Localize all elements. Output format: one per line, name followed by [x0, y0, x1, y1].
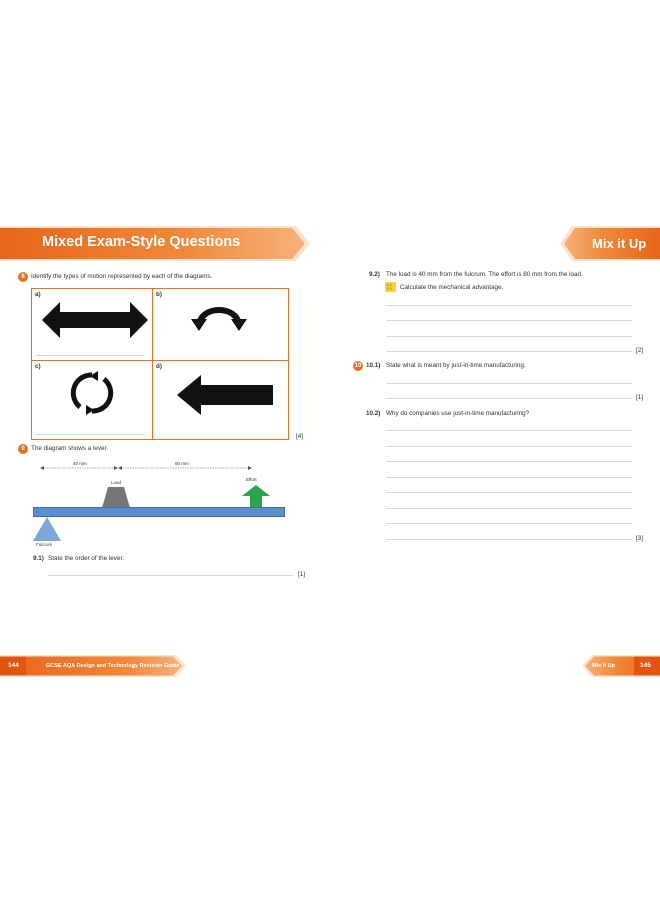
fulcrum-triangle: [33, 517, 61, 541]
question-9-2-marks: [2]: [636, 347, 644, 354]
effort-arrow-icon: [242, 485, 270, 508]
answer-line-10-2-b[interactable]: [386, 446, 632, 447]
answer-line-9-2-c[interactable]: [386, 336, 632, 337]
effort-label: Effort: [246, 477, 257, 482]
page-number-right: 145: [640, 662, 651, 669]
double-arrow-icon: [42, 301, 148, 339]
question-8-number: 8: [18, 272, 28, 282]
question-10-number: 10: [354, 363, 362, 369]
page-title: Mixed Exam-Style Questions: [42, 234, 241, 250]
answer-line-10-2-h[interactable]: [386, 539, 632, 540]
question-9-2-instruction: Calculate the mechanical advantage.: [400, 284, 504, 291]
cell-b: [153, 289, 288, 360]
cell-c-label: c): [35, 363, 41, 370]
question-9-1-marks: [1]: [298, 571, 306, 578]
fulcrum-label: Fulcrum: [36, 542, 53, 547]
curved-arrow-icon: [189, 297, 249, 333]
footer-section-title: Mix it Up: [592, 663, 615, 669]
answer-line-10-1-a[interactable]: [386, 383, 632, 384]
question-9-number: 9: [18, 444, 28, 454]
question-9-2-text: The load is 40 mm from the fulcrum. The effort is 80 mm from the load.: [386, 271, 583, 278]
question-8-text: Identify the types of motion represented by each of the diagrams.: [31, 273, 213, 280]
answer-line-9-2-d[interactable]: [386, 351, 632, 352]
answer-line-10-2-c[interactable]: [386, 461, 632, 462]
answer-line-a[interactable]: [36, 355, 144, 356]
answer-line-10-1-b[interactable]: [386, 398, 632, 399]
lever-beam: [33, 507, 285, 517]
load-label: Load: [111, 480, 122, 485]
answer-line-10-2-e[interactable]: [386, 492, 632, 493]
cell-a: [32, 289, 152, 360]
motion-diagram-grid: [31, 288, 289, 440]
page-number-left: 144: [8, 662, 19, 669]
calculator-icon: [385, 282, 396, 292]
cell-c: [32, 361, 152, 439]
answer-line-9-1[interactable]: [48, 575, 293, 576]
question-9-2-label: 9.2): [369, 271, 380, 278]
dimension-40mm: 40 mm: [73, 461, 87, 466]
answer-line-10-2-f[interactable]: [386, 508, 632, 509]
question-10-1-text: State what is meant by just-in-time manufacturing.: [386, 362, 526, 369]
answer-line-10-2-d[interactable]: [386, 477, 632, 478]
answer-line-10-2-a[interactable]: [386, 430, 632, 431]
section-title: Mix it Up: [592, 236, 647, 251]
left-arrow-icon: [177, 375, 273, 415]
cell-b-label: b): [156, 291, 162, 298]
question-9-1-text: State the order of the lever.: [48, 555, 124, 562]
answer-line-9-2-a[interactable]: [386, 305, 632, 306]
footer-book-title: GCSE AQA Design and Technology Revision Guide: [46, 663, 180, 669]
question-8-marks: [4]: [296, 433, 304, 440]
question-10-2-text: Why do companies use just-in-time manufacturing?: [386, 410, 530, 417]
question-9-1-label: 9.1): [33, 555, 44, 562]
rotary-arrows-icon: [70, 371, 114, 415]
cell-d-label: d): [156, 363, 162, 370]
question-10-1-marks: [1]: [636, 394, 644, 401]
question-10-2-marks: [3]: [636, 535, 644, 542]
question-10-2-label: 10.2): [366, 410, 381, 417]
answer-line-9-2-b[interactable]: [386, 320, 632, 321]
dimension-80mm: 80 mm: [175, 461, 189, 466]
question-10-1-label: 10.1): [366, 362, 381, 369]
question-9-text: The diagram shows a lever.: [31, 445, 108, 452]
load-block: [102, 487, 130, 508]
answer-line-c[interactable]: [36, 434, 144, 435]
answer-line-10-2-g[interactable]: [386, 523, 632, 524]
cell-a-label: a): [35, 291, 41, 298]
cell-d: [153, 361, 288, 439]
